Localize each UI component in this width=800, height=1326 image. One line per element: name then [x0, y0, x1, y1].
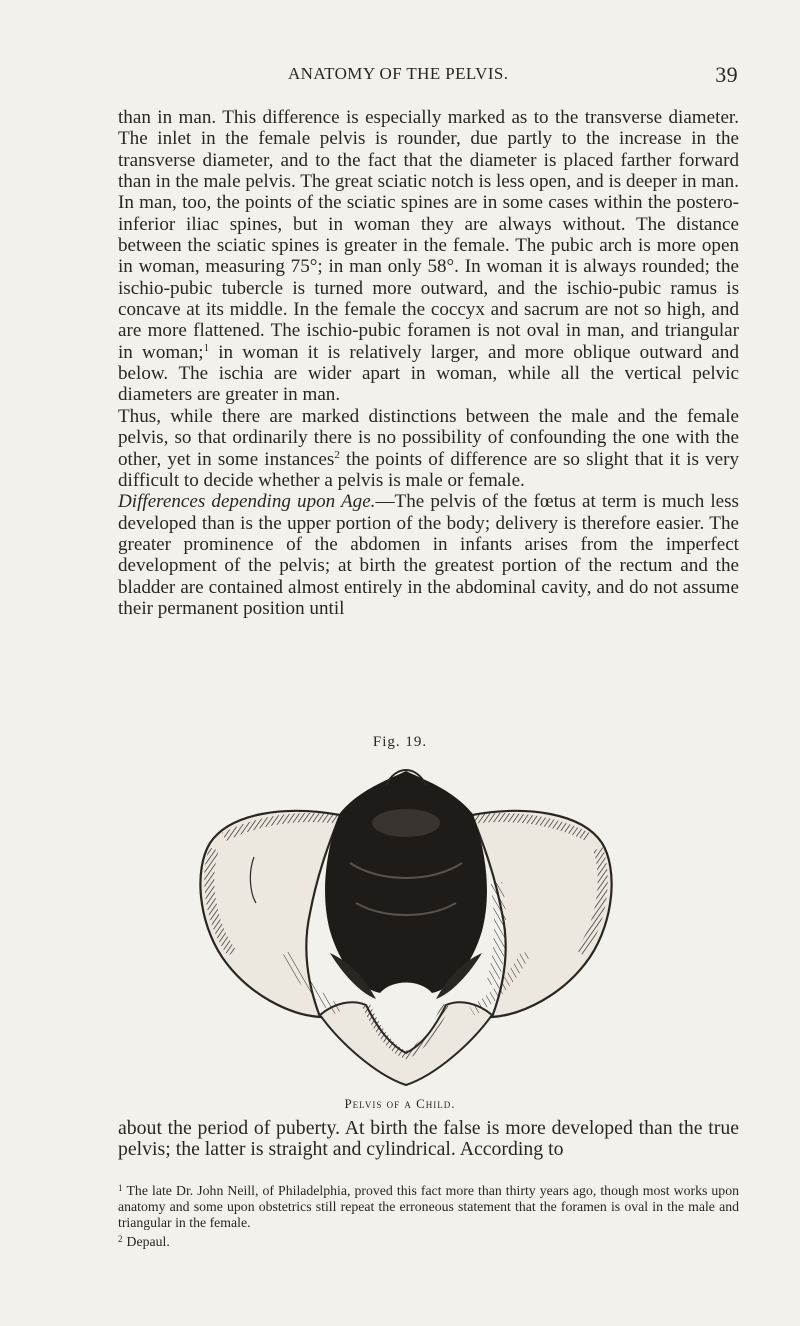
footnote-2-mark: 2: [118, 1234, 123, 1244]
body-text: [118, 107, 739, 619]
footnote-ref-2: 2: [334, 448, 340, 461]
figure-pelvis: [190, 753, 622, 1091]
footnote-1-text: The late Dr. John Neill, of Philadelphia, proved this fact more than thirty years ago, though most works upon anatomy and some upon obstetrics still repeat the erroneous statement that the foramen is oval in the male and triangular in the female.: [118, 1183, 739, 1230]
section-heading: Differences depending upon Age.: [118, 491, 376, 513]
paragraph-1-text-cont: in woman it is relatively larger, and more oblique outward and below. The ischia are wider apart in woman, while all the vertical pelvic diameters are greater in man.: [118, 341, 740, 406]
running-title: ANATOMY OF THE PELVIS.: [288, 64, 509, 83]
figure-caption: [0, 1096, 800, 1112]
paragraph-2: [118, 406, 739, 491]
page-number: 39: [715, 62, 738, 87]
page-header: [118, 62, 738, 88]
paragraph-1: [118, 107, 739, 406]
figure-caption-text: Pelvis of a Child.: [344, 1096, 456, 1111]
footnote-1: [118, 1180, 739, 1231]
pelvis-engraving-icon: [190, 753, 622, 1091]
footnotes: [118, 1180, 739, 1250]
footnote-2-text: Depaul.: [126, 1234, 170, 1249]
paragraph-3: [118, 491, 739, 619]
paragraph-3-text: —The pelvis of the fœtus at term is much less developed than is the upper portion of the body; delivery is therefore easier. The greater prominence of the abdomen in infants arises from the imperfect development of the pelvis; at birth the greatest portion of the rectum and the bladder are contained almost entirely in the abdominal cavity, and do not assume their permanent position until: [118, 491, 739, 619]
paragraph-1-text: than in man. This difference is especially marked as to the transverse diameter. The inlet in the female pelvis is rounder, due partly to the increase in the transverse diameter, and to the fact that the diameter is placed farther forward than in the male pelvis. The great sciatic notch is less open, and is deeper in man. In man, too, the points of the sciatic spines are in some cases within the postero-inferior iliac spines, but in woman they are always without. The distance between the sciatic spines is greater in the female. The pubic arch is more open in woman, measuring 75°; in man only 58°. In woman it is always rounded; the ischio-pubic tubercle is turned more outward, and the ischio-pubic ramus is concave at its middle. In the female the coccyx and sacrum are not so high, and are more flattened. The ischio-pubic foramen is not oval in man, and triangular in woman;: [118, 107, 739, 363]
paragraph-2-text: Thus, while there are marked distinctions between the male and the female pelvis, so that ordinarily there is no possibility of confounding the one with the other, yet in some instances: [118, 405, 739, 470]
paragraph-2-text-cont: the points of difference are so slight that it is very difficult to decide whether a pelvis is male or female.: [118, 448, 740, 491]
footnote-ref-1: 1: [203, 341, 210, 354]
footnote-1-mark: 1: [118, 1183, 123, 1193]
footnote-2: [118, 1231, 739, 1250]
paragraph-continuation: about the period of puberty. At birth the false is more developed than the true pelvis; the latter is straight and cylindrical. According to: [118, 1117, 739, 1160]
figure-label: Fig. 19.: [372, 734, 428, 750]
